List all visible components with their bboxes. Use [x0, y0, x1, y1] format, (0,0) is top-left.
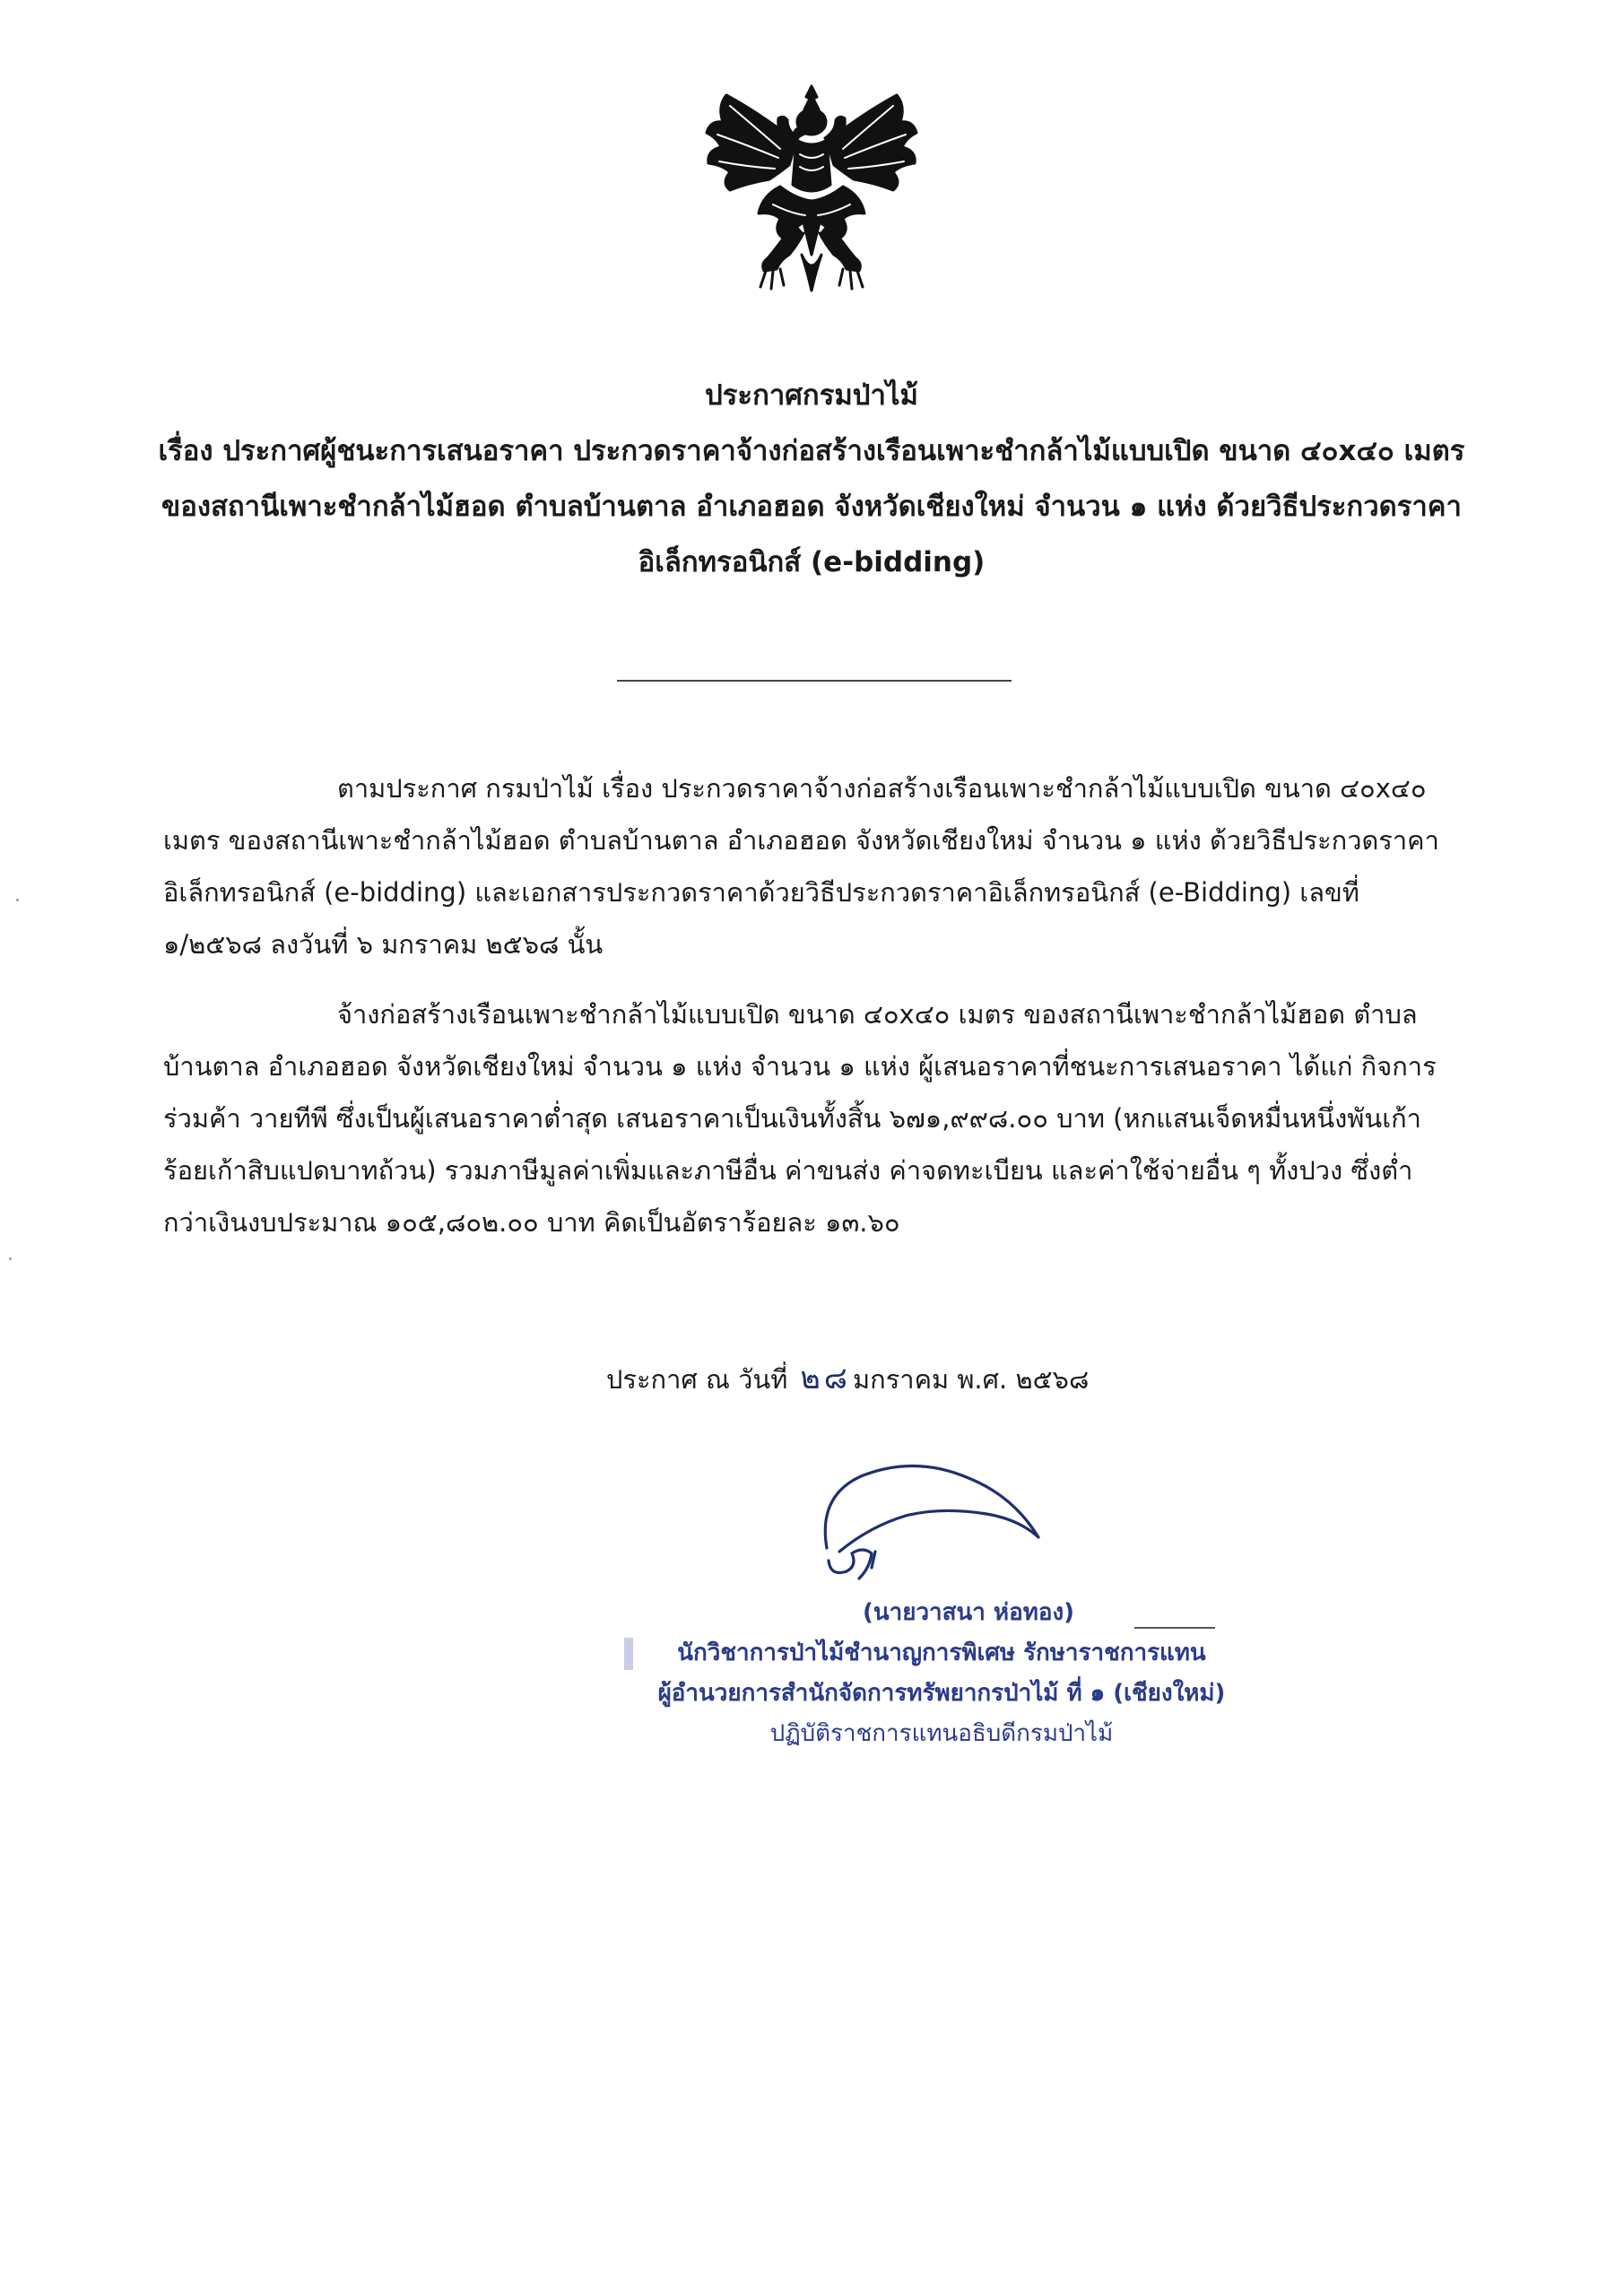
paragraph-line: บ้านตาล อำเภอฮอด จังหวัดเชียงใหม่ จำนวน ๑ แห่ง จำนวน ๑ แห่ง ผู้เสนอราคาที่ชนะการเสนอราคา ได้แก่ กิจการ	[163, 1051, 1437, 1082]
signer-position: นักวิชาการป่าไม้ชำนาญการพิเศษ รักษาราชการแทน	[677, 1639, 1206, 1666]
paragraph-line: ๑/๒๕๖๘ ลงวันที่ ๖ มกราคม ๒๕๖๘ นั้น	[163, 929, 604, 960]
announcement-title: ประกาศกรมป่าไม้	[705, 379, 918, 412]
announcement-date	[606, 1352, 1089, 1405]
announcement-header	[152, 368, 1471, 590]
handwritten-signature	[807, 1460, 1067, 1595]
paragraph-line: ร่วมค้า วายทีพี ซึ่งเป็นผู้เสนอราคาต่ำสุด เสนอราคาเป็นเงินทั้งสิ้น ๖๗๑,๙๙๘.๐๐ บาท (หกแสนเจ็ดหมื่นหนึ่งพันเก้า	[163, 1103, 1421, 1134]
signer-position: ปฏิบัติราชการแทนอธิบดีกรมป่าไม้	[769, 1720, 1114, 1747]
title-separator	[617, 680, 1012, 682]
paragraph-line: กว่าเงินงบประมาณ ๑๐๕,๘๐๒.๐๐ บาท คิดเป็นอัตราร้อยละ ๑๓.๖๐	[163, 1207, 900, 1238]
signer-position: ผู้อำนวยการสำนักจัดการทรัพยากรป่าไม้ ที่ ๑ (เชียงใหม่)	[657, 1680, 1226, 1707]
paragraph-line: จ้างก่อสร้างเรือนเพาะชำกล้าไม้แบบเปิด ขนาด ๔๐x๔๐ เมตร ของสถานีเพาะชำกล้าไม้ฮอด ตำบล	[337, 999, 1418, 1030]
date-suffix: มกราคม พ.ศ. ๒๕๖๘	[853, 1364, 1090, 1395]
scan-artifact	[9, 1257, 12, 1260]
paragraph-line: อิเล็กทรอนิกส์ (e-bidding) และเอกสารประกวดราคาด้วยวิธีประกวดราคาอิเล็กทรอนิกส์ (e-Bidding) เลขที่	[163, 877, 1359, 908]
signer-name: (นายวาสนา ห่อทอง)	[862, 1599, 1075, 1626]
paragraph-line: เมตร ของสถานีเพาะชำกล้าไม้ฮอด ตำบลบ้านตาล อำเภอฮอด จังหวัดเชียงใหม่ จำนวน ๑ แห่ง ด้วยวิธีประกวดราคา	[163, 825, 1439, 856]
scan-artifact	[16, 899, 19, 901]
subject-line: อิเล็กทรอนิกส์ (e-bidding)	[638, 546, 986, 578]
signer-block	[538, 1593, 1345, 1754]
paragraph-line: ตามประกาศ กรมป่าไม้ เรื่อง ประกวดราคาจ้างก่อสร้างเรือนเพาะชำกล้าไม้แบบเปิด ขนาด ๔๐x๔๐	[337, 773, 1427, 804]
body-paragraph-2	[163, 988, 1472, 1248]
garuda-emblem	[690, 79, 933, 301]
date-prefix: ประกาศ ณ วันที่	[606, 1364, 788, 1395]
paragraph-line: ร้อยเก้าสิบแปดบาทถ้วน) รวมภาษีมูลค่าเพิ่มและภาษีอื่น ค่าขนส่ง ค่าจดทะเบียน และค่าใช้จ่ายอื่น ๆ ทั้งปวง ซึ่งต่ำ	[163, 1155, 1413, 1186]
body-paragraph-1	[163, 762, 1472, 970]
subject-line: ของสถานีเพาะชำกล้าไม้ฮอด ตำบลบ้านตาล อำเภอฮอด จังหวัดเชียงใหม่ จำนวน ๑ แห่ง ด้วยวิธีประกวดราคา	[161, 491, 1462, 523]
handwritten-day: ๒๘	[800, 1361, 852, 1396]
subject-line: เรื่อง ประกาศผู้ชนะการเสนอราคา ประกวดราคาจ้างก่อสร้างเรือนเพาะชำกล้าไม้แบบเปิด ขนาด ๔๐x๔๐ เมตร	[158, 435, 1465, 467]
